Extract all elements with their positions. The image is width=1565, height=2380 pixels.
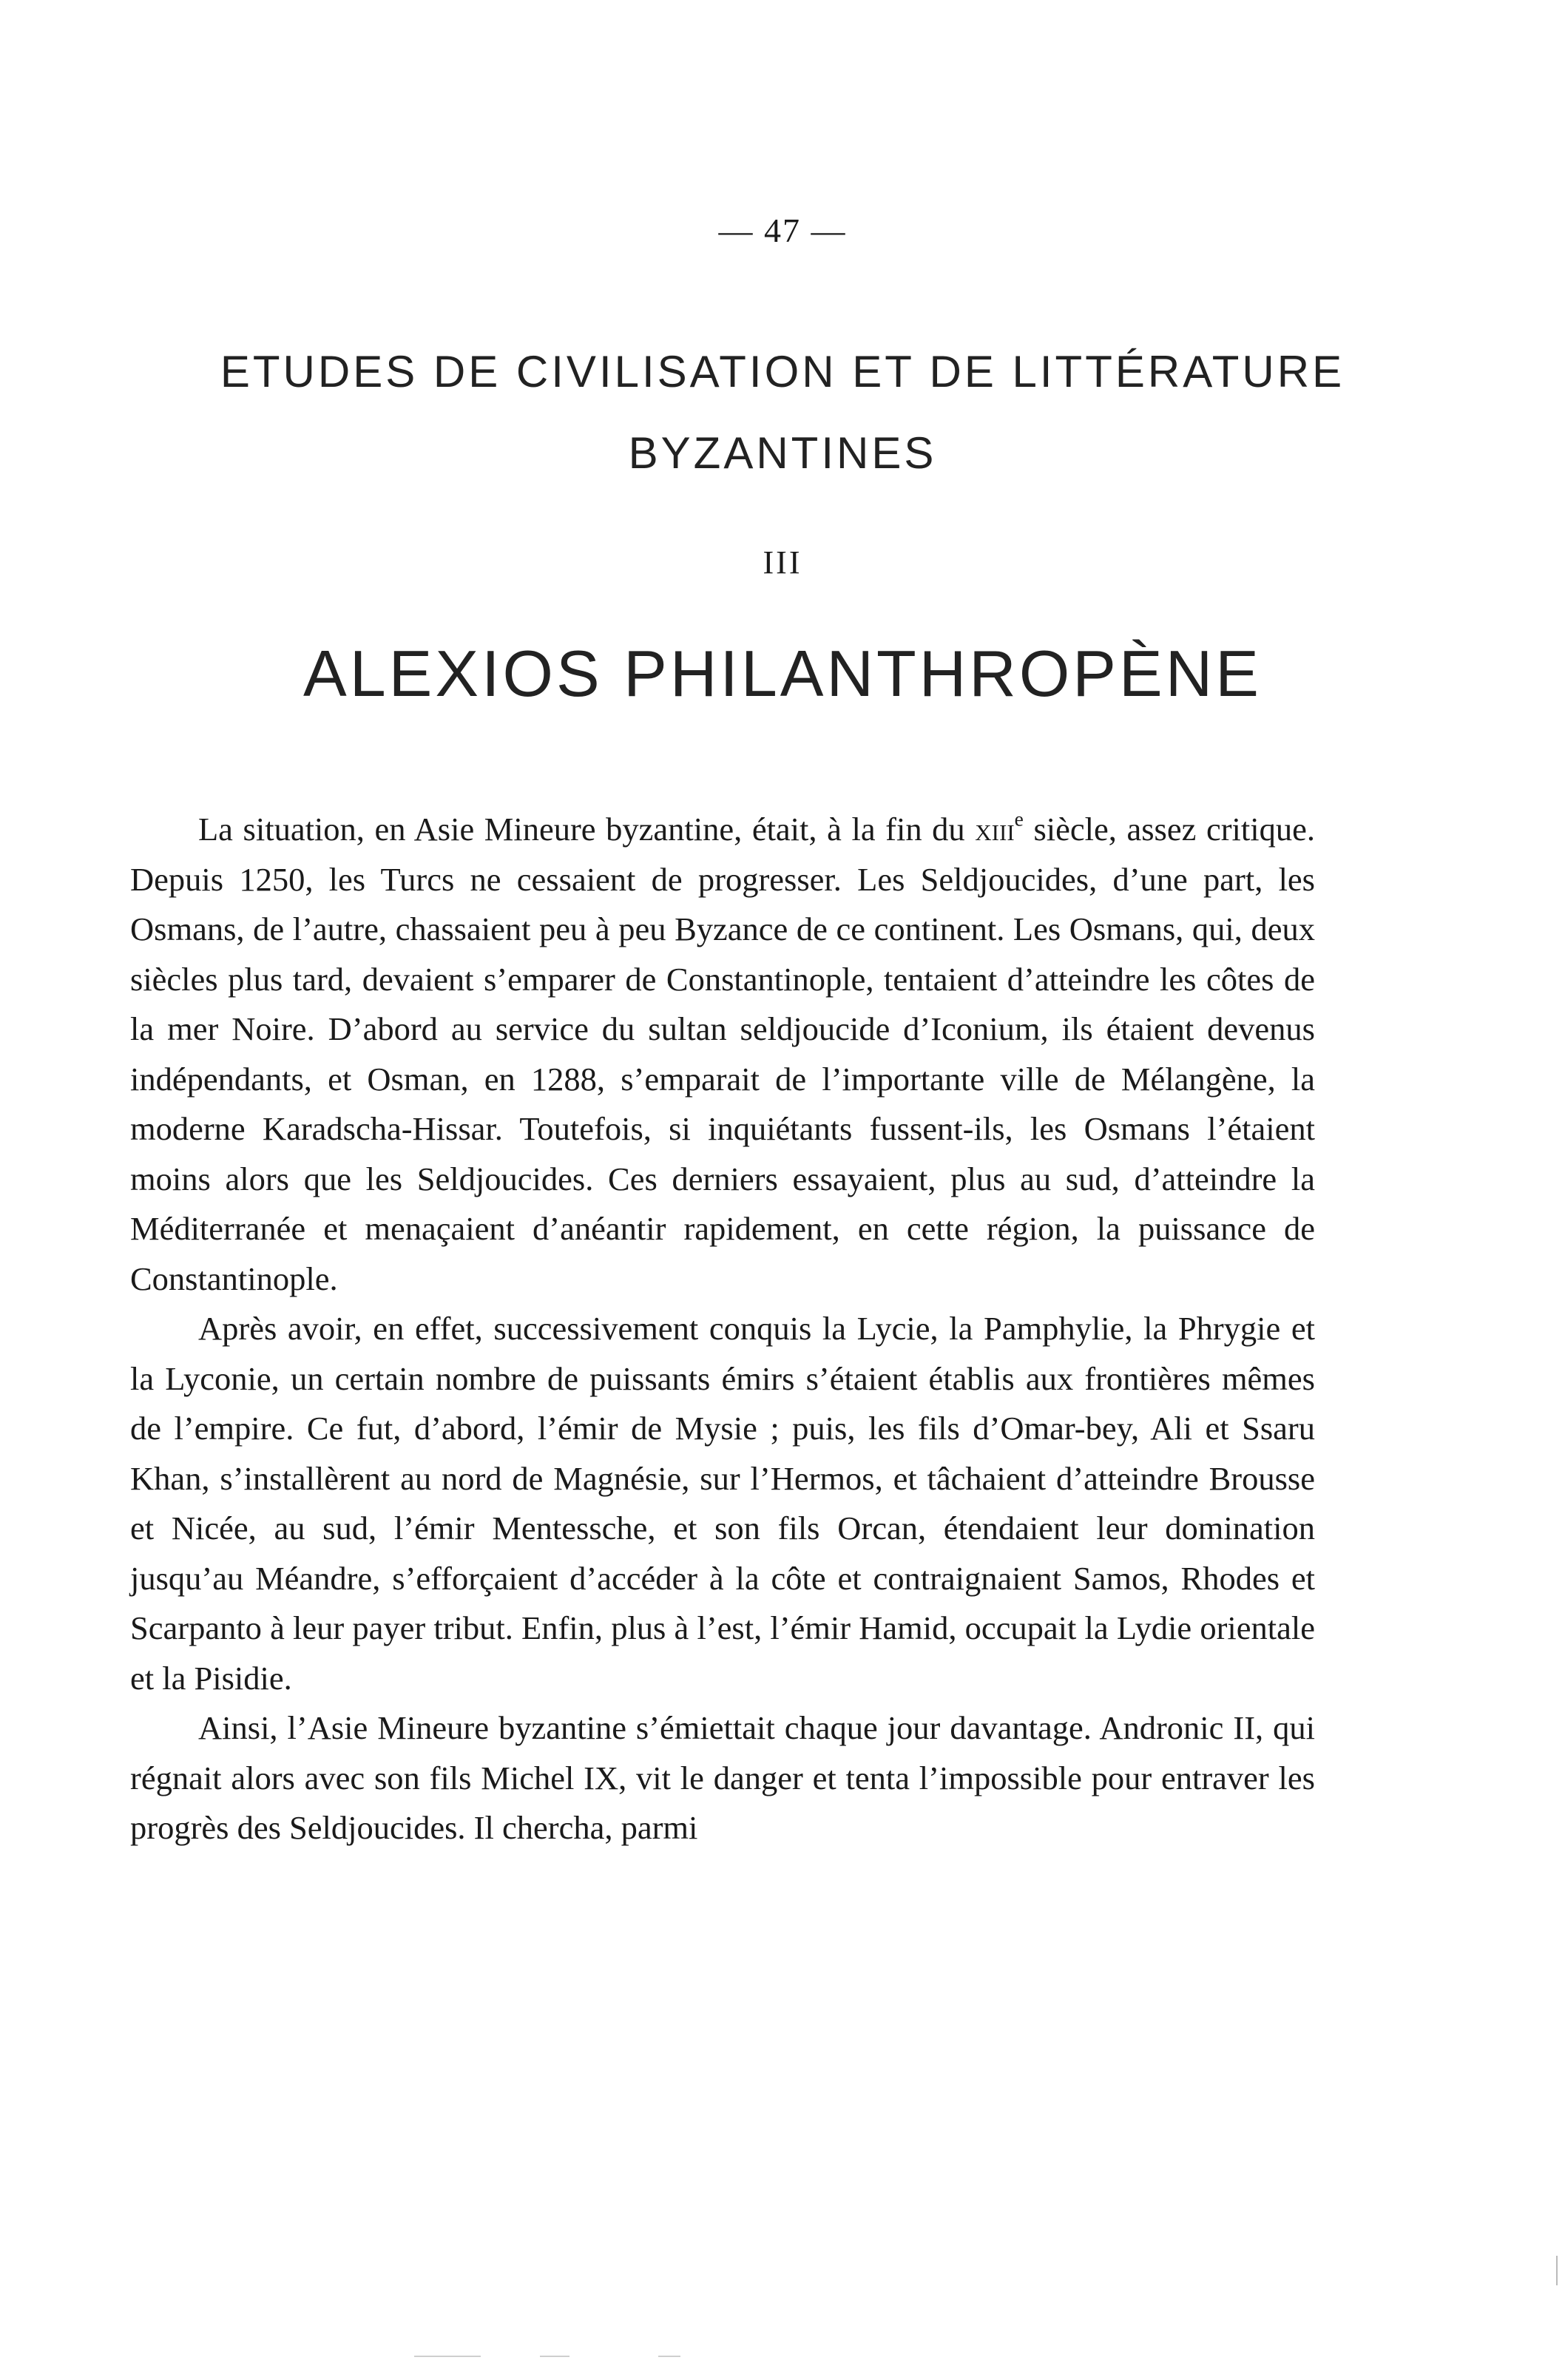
margin-mark (1556, 2256, 1558, 2285)
footer-rule (540, 2356, 569, 2357)
paragraph-2: Après avoir, en effet, successivement conquis la Lycie, la Pamphylie, la Phrygie et la Lyconie, un certain nombre de puissants émirs s’étaient établis aux frontières mêmes de l’empire. Ce fut, d’abord, l’émir de Mysie ; puis, les fils d’Omar-bey, Ali et Ssaru Khan, s’installèrent au nord de Magnésie, sur l’Hermos, et tâchaient d’atteindre Brousse et Nicée, au sud, l’émir Mentessche, et son fils Orcan, étendaient leur domination jusqu’au Méandre, s’efforçaient d’accéder à la côte et contraignaient Samos, Rhodes et Scarpanto à leur payer tribut. Enfin, plus à l’est, l’émir Hamid, occupait la Lydie orientale et la Pisidie. (130, 1310, 1315, 1697)
series-title-line-1: ETUDES DE CIVILISATION ET DE LITTÉRATURE (220, 347, 1345, 396)
series-title-line-2: BYZANTINES (628, 428, 937, 478)
part-number: III (763, 544, 802, 581)
chapter-title: ALEXIOS PHILANTHROPÈNE (303, 637, 1262, 710)
body-text (130, 805, 1315, 1853)
footer-rule (658, 2356, 680, 2357)
footer-rule (414, 2356, 481, 2357)
page-number: — 47 — (718, 212, 847, 249)
century-suffix: e (1014, 807, 1024, 831)
paragraph-1 (130, 805, 1315, 1304)
century-numeral: xiii (975, 811, 1015, 848)
paragraph-1-rest: siècle, assez critique. Depuis 1250, les Turcs ne cessaient de progresser. Les Seldjoucides, d’une part, les Osmans, de l’autre, chassaient peu à peu Byzance de ce continent. Les Osmans, qui, deux siècles plus tard, devaient s’emparer de Constantinople, tentaient d’atteindre les côtes de la mer Noire. D’abord au service du sultan seldjoucide d’Iconium, ils étaient devenus indépendants, et Osman, en 1288, s’emparait de l’importante ville de Mélangène, la moderne Karadscha-Hissar. Toutefois, si inquiétants fussent-ils, les Osmans l’étaient moins alors que les Seldjoucides. Ces derniers essayaient, plus au sud, d’atteindre la Méditerranée et menaçaient d’anéantir rapidement, en cette région, la puissance de Constantinople. (130, 811, 1315, 1297)
paragraph-3: Ainsi, l’Asie Mineure byzantine s’émiettait chaque jour davantage. Andronic II, qui régnait alors avec son fils Michel IX, vit le danger et tenta l’impossible pour entraver les progrès des Seldjoucides. Il chercha, parmi (130, 1709, 1315, 1846)
paragraph-1-start: La situation, en Asie Mineure byzantine, était, à la fin du (198, 811, 976, 848)
